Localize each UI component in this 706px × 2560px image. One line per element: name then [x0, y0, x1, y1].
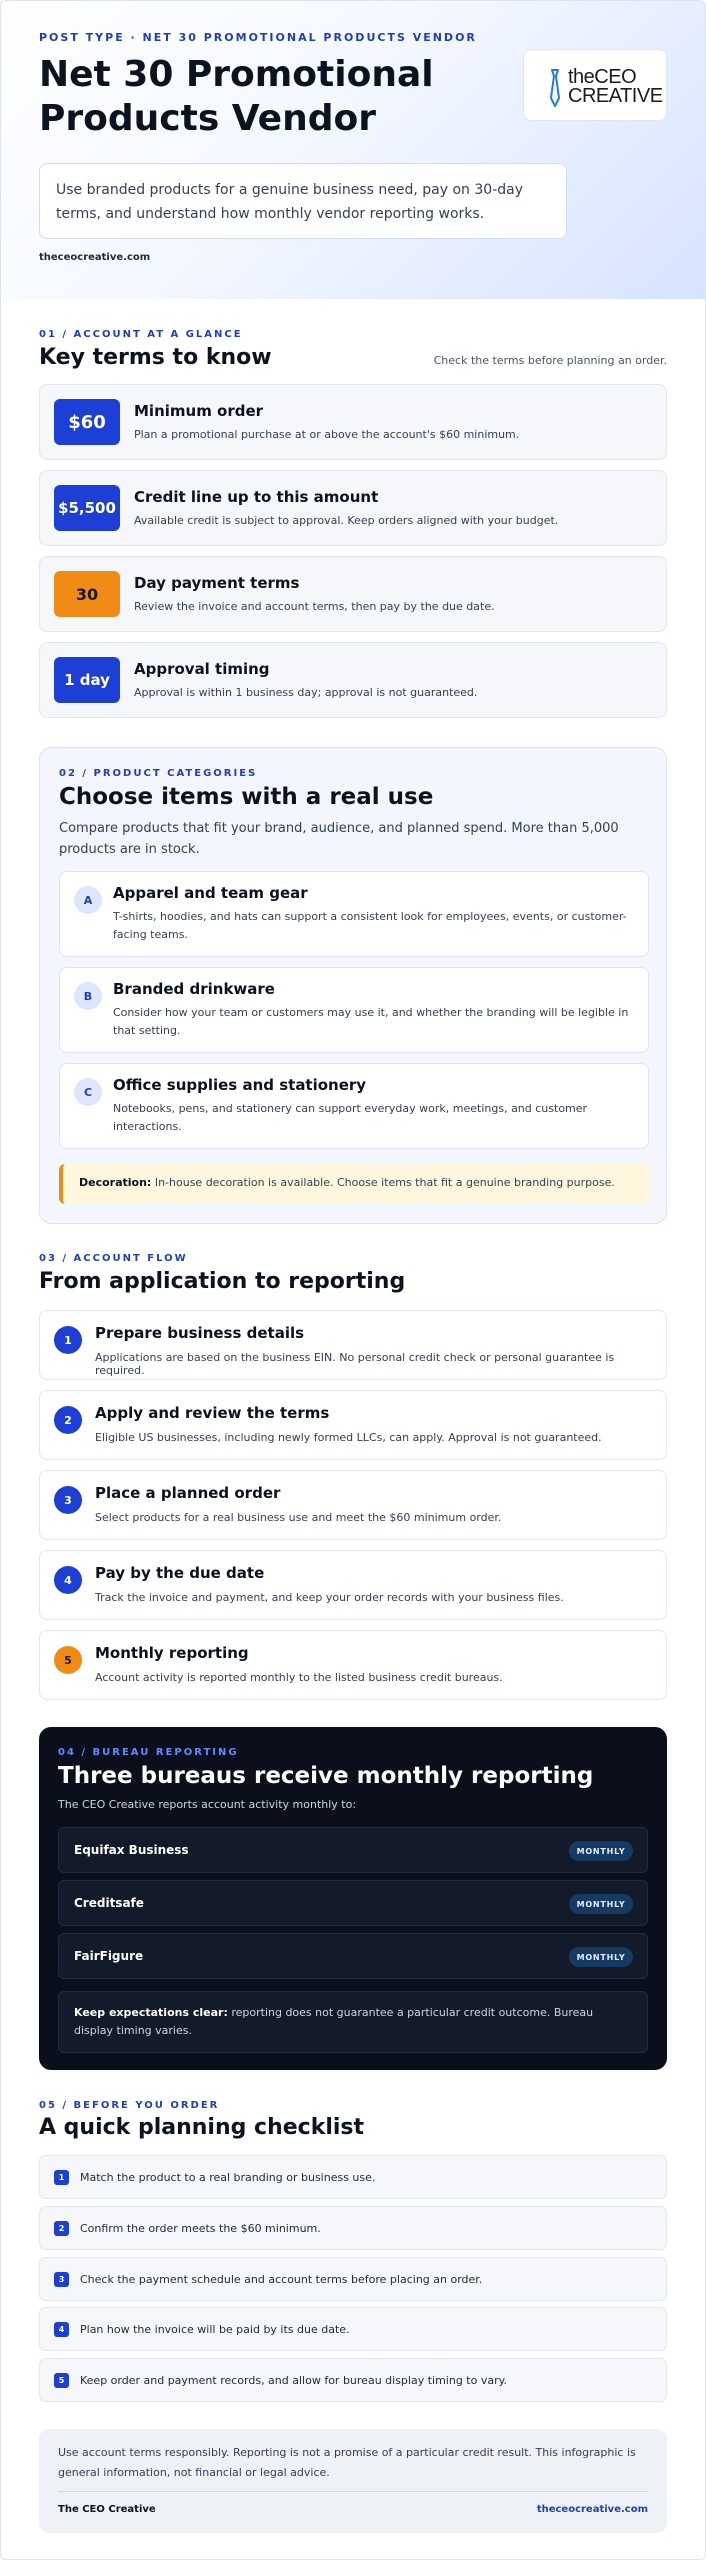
category-letter: B	[74, 982, 102, 1010]
logo-text-line2: CREATIVE	[568, 85, 663, 107]
categories-intro: Compare products that fit your brand, audience, and planned spend. More than 5,000 products are in stock.	[59, 821, 619, 857]
step-title: Pay by the due date	[95, 1564, 265, 1582]
decoration-text: In-house decoration is available. Choose items that fit a genuine branding purpose.	[154, 1176, 615, 1189]
checklist-title: A quick planning checklist	[39, 2115, 365, 2140]
checklist-text: Confirm the order meets the $60 minimum.	[80, 2222, 321, 2235]
checklist-text: Keep order and payment records, and allow for bureau display timing to vary.	[80, 2374, 508, 2387]
checklist-item	[39, 2307, 667, 2351]
term-title: Credit line up to this amount	[134, 488, 379, 506]
footer-url-link[interactable]: theceocreative.com	[536, 2504, 648, 2515]
footer-disclaimer	[39, 2429, 667, 2533]
step-title: Monthly reporting	[95, 1644, 249, 1662]
logo-text-line1: theCEO	[568, 66, 637, 88]
bureau-row-creditsafe	[58, 1880, 648, 1926]
category-title: Apparel and team gear	[113, 884, 308, 902]
flow-step-3	[39, 1470, 667, 1540]
term-title: Minimum order	[134, 402, 264, 420]
checklist-item	[39, 2206, 667, 2250]
term-badge: $60	[54, 399, 120, 445]
term-desc: Review the invoice and account terms, then pay by the due date.	[134, 600, 495, 613]
flow-title: From application to reporting	[39, 1269, 406, 1294]
step-desc: Select products for a real business use and meet the $60 minimum order.	[95, 1511, 502, 1524]
bureau-eyebrow: 04 / BUREAU REPORTING	[58, 1747, 239, 1758]
step-desc: Eligible US businesses, including newly formed LLCs, can apply. Approval is not guaranteed.	[95, 1431, 602, 1444]
step-title: Prepare business details	[95, 1324, 305, 1342]
hero-intro: Use branded products for a genuine business need, pay on 30-day terms, and understand how monthly vendor reporting works.	[39, 163, 567, 239]
bureau-row-fairfigure	[58, 1933, 648, 1979]
checklist-number: 4	[54, 2322, 69, 2337]
frequency-badge: MONTHLY	[569, 1894, 633, 1914]
step-title: Place a planned order	[95, 1484, 281, 1502]
category-card-office-supplies	[59, 1063, 649, 1149]
decoration-label: Decoration:	[79, 1176, 152, 1189]
checklist-text: Check the payment schedule and account terms before placing an order.	[80, 2273, 483, 2286]
checklist-number: 3	[54, 2272, 69, 2287]
checklist-text: Plan how the invoice will be paid by its due date.	[80, 2323, 350, 2336]
brand-logo	[523, 49, 667, 121]
step-number: 1	[54, 1326, 82, 1354]
step-number: 3	[54, 1486, 82, 1514]
flow-eyebrow: 03 / ACCOUNT FLOW	[39, 1253, 188, 1264]
bureau-panel	[39, 1727, 667, 2070]
bureau-row-equifax	[58, 1827, 648, 1873]
flow-step-1	[39, 1310, 667, 1380]
page-title: Net 30 Promotional Products Vendor	[39, 54, 434, 139]
bureau-intro: The CEO Creative reports account activity monthly to:	[58, 1798, 357, 1811]
footer-brand: The CEO Creative	[58, 2504, 156, 2515]
categories-title: Choose items with a real use	[59, 784, 434, 810]
key-terms-title: Key terms to know	[39, 345, 272, 370]
note-label: Keep expectations clear:	[74, 2006, 228, 2019]
checklist-item	[39, 2257, 667, 2301]
category-desc: T-shirts, hoodies, and hats can support a consistent look for employees, events, or customer-facing teams.	[113, 910, 627, 941]
category-title: Office supplies and stationery	[113, 1076, 367, 1094]
category-title: Branded drinkware	[113, 980, 275, 998]
step-desc: Track the invoice and payment, and keep your order records with your business files.	[95, 1591, 564, 1604]
hero-section	[1, 1, 706, 299]
step-number: 5	[54, 1646, 82, 1674]
bureau-title: Three bureaus receive monthly reporting	[58, 1763, 594, 1789]
categories-eyebrow: 02 / PRODUCT CATEGORIES	[59, 768, 258, 779]
category-desc: Consider how your team or customers may use it, and whether the branding will be legible in that setting.	[113, 1006, 629, 1037]
category-desc: Notebooks, pens, and stationery can support everyday work, meetings, and customer interactions.	[113, 1102, 588, 1133]
hero-eyebrow: POST TYPE · NET 30 PROMOTIONAL PRODUCTS VENDOR	[39, 31, 477, 44]
term-badge: $5,500	[54, 485, 120, 531]
step-title: Apply and review the terms	[95, 1404, 330, 1422]
bureau-name: Equifax Business	[74, 1843, 189, 1857]
term-title: Approval timing	[134, 660, 270, 678]
term-desc: Plan a promotional purchase at or above the account's $60 minimum.	[134, 428, 520, 441]
bureau-name: Creditsafe	[74, 1896, 144, 1910]
category-card-apparel	[59, 871, 649, 957]
checklist-eyebrow: 05 / BEFORE YOU ORDER	[39, 2100, 220, 2111]
flow-step-2	[39, 1390, 667, 1460]
term-badge: 1 day	[54, 657, 120, 703]
term-title: Day payment terms	[134, 574, 300, 592]
checklist-item	[39, 2358, 667, 2402]
key-terms-eyebrow: 01 / ACCOUNT AT A GLANCE	[39, 329, 243, 340]
checklist-number: 5	[54, 2373, 69, 2388]
decoration-callout	[59, 1164, 649, 1204]
flow-step-5	[39, 1630, 667, 1700]
term-card-payment-terms	[39, 556, 667, 632]
checklist-text: Match the product to a real branding or business use.	[80, 2171, 376, 2184]
categories-panel	[39, 747, 667, 1224]
category-card-drinkware	[59, 967, 649, 1053]
checklist-number: 1	[54, 2170, 69, 2185]
step-number: 2	[54, 1406, 82, 1434]
flow-step-4	[39, 1550, 667, 1620]
category-letter: A	[74, 886, 102, 914]
tie-icon	[544, 68, 566, 108]
note-text: reporting does not guarantee a particular credit outcome. Bureau display timing varies.	[74, 2006, 594, 2037]
frequency-badge: MONTHLY	[569, 1841, 633, 1861]
site-url[interactable]: theceocreative.com	[39, 252, 151, 263]
bureau-name: FairFigure	[74, 1949, 144, 1963]
step-number: 4	[54, 1566, 82, 1594]
term-desc: Available credit is subject to approval. Keep orders aligned with your budget.	[134, 514, 559, 527]
footer-divider	[58, 2491, 648, 2492]
key-terms-note: Check the terms before planning an order.	[433, 354, 667, 367]
checklist-item	[39, 2155, 667, 2199]
category-letter: C	[74, 1078, 102, 1106]
term-badge: 30	[54, 571, 120, 617]
term-desc: Approval is within 1 business day; approval is not guaranteed.	[134, 686, 478, 699]
term-card-approval-timing	[39, 642, 667, 718]
step-desc: Applications are based on the business EIN. No personal credit check or personal guarantee is required.	[95, 1351, 615, 1377]
term-card-minimum-order	[39, 384, 667, 460]
frequency-badge: MONTHLY	[569, 1947, 633, 1967]
term-card-credit-line	[39, 470, 667, 546]
bureau-expectations-note	[58, 1991, 648, 2053]
disclaimer-text: Use account terms responsibly. Reporting is not a promise of a particular credit result. This infographic is general information, not financial or legal advice.	[58, 2446, 636, 2479]
step-desc: Account activity is reported monthly to the listed business credit bureaus.	[95, 1671, 503, 1684]
checklist-number: 2	[54, 2221, 69, 2236]
